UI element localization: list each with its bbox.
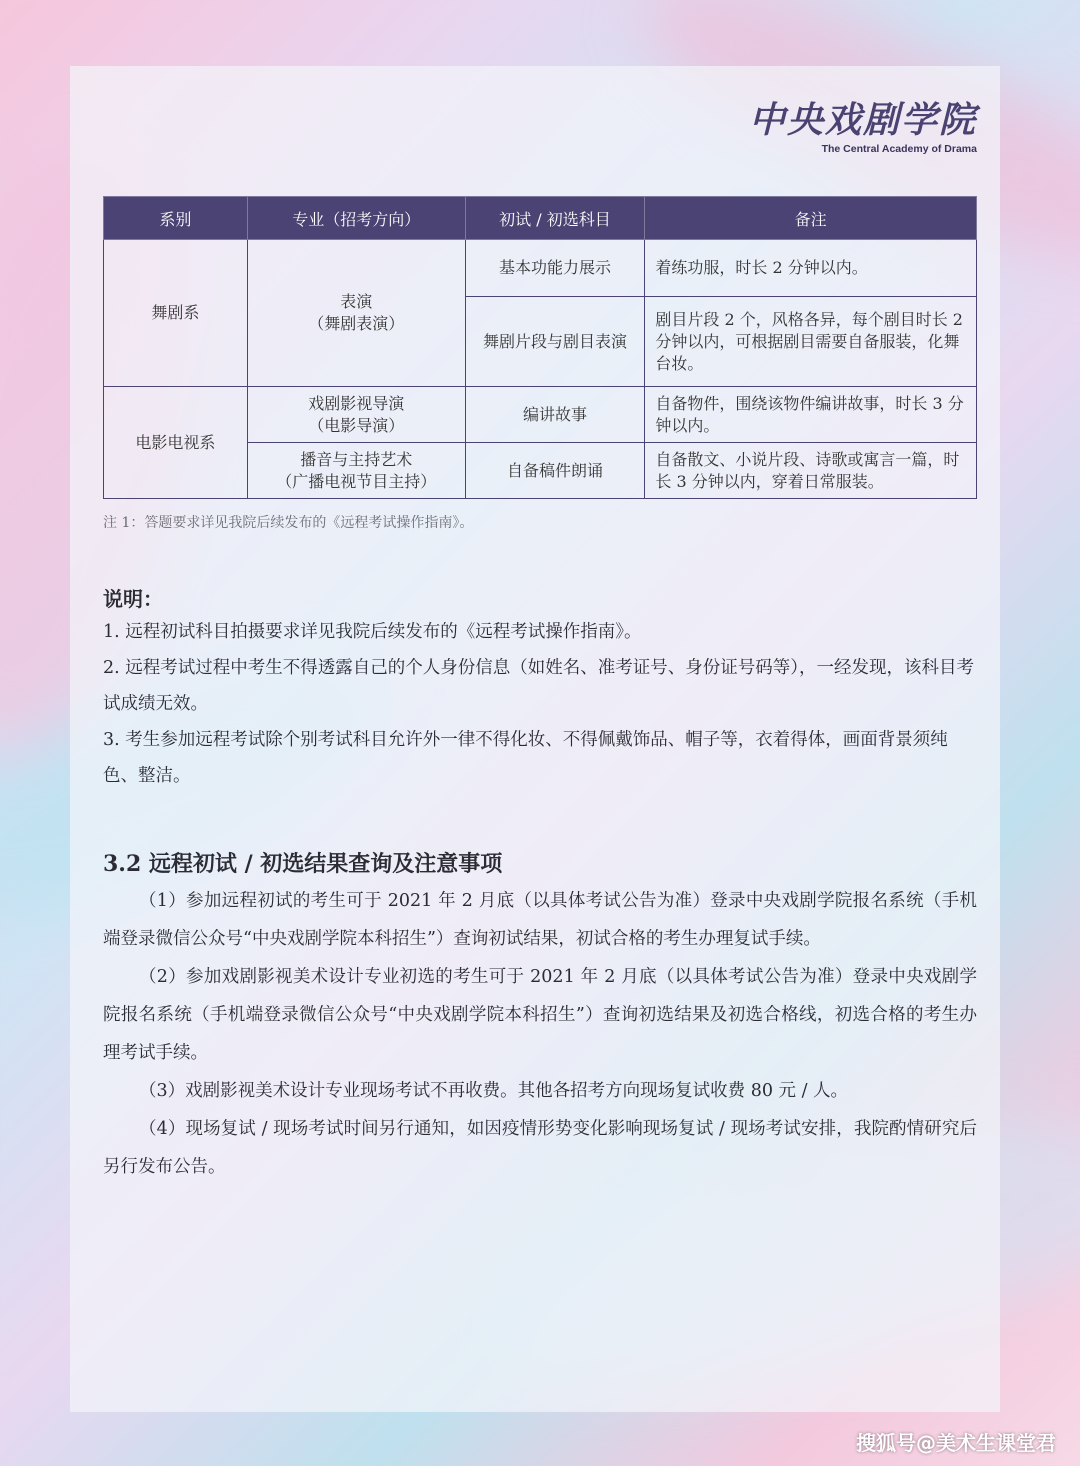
cell-major: 播音与主持艺术 （广播电视节目主持） xyxy=(247,443,465,499)
table-row xyxy=(104,387,977,443)
section-paragraph: （2）参加戏剧影视美术设计专业初选的考生可于 2021 年 2 月底（以具体考试公告为准）登录中央戏剧学院报名系统（手机端登录微信公众号“中央戏剧学院本科招生”）查询初选结果及初选合格线，初选合格的考生办理考试手续。 xyxy=(103,967,977,1063)
section-paragraph: （3）戏剧影视美术设计专业现场考试不再收费。其他各招考方向现场复试收费 80 元 / 人。 xyxy=(139,1081,849,1101)
cell-major: 表演 （舞剧表演） xyxy=(247,240,465,387)
explanation-item: 3. 考生参加远程考试除个别考试科目允许外一律不得化妆、不得佩戴饰品、帽子等，衣着得体，画面背景须纯色、整洁。 xyxy=(103,730,948,786)
explanation-block xyxy=(103,584,977,794)
header-department: 系别 xyxy=(104,197,248,240)
cell-note: 自备物件，围绕该物件编讲故事，时长 3 分钟以内。 xyxy=(645,387,977,443)
logo-english-name: The Central Academy of Drama xyxy=(821,143,977,155)
cell-subject: 自备稿件朗诵 xyxy=(465,443,645,499)
cell-subject: 基本功能力展示 xyxy=(465,240,645,297)
academy-logo xyxy=(749,92,977,155)
explanation-item: 2. 远程考试过程中考生不得透露自己的个人身份信息（如姓名、准考证号、身份证号码等），一经发现，该科目考试成绩无效。 xyxy=(103,658,975,714)
cell-subject: 编讲故事 xyxy=(465,387,645,443)
section-paragraph: （1）参加远程初试的考生可于 2021 年 2 月底（以具体考试公告为准）登录中央戏剧学院报名系统（手机端登录微信公众号“中央戏剧学院本科招生”）查询初试结果，初试合格的考生办理复试手续。 xyxy=(103,891,977,949)
header-major: 专业（招考方向） xyxy=(247,197,465,240)
cell-note: 着练功服，时长 2 分钟以内。 xyxy=(645,240,977,297)
cell-department: 舞剧系 xyxy=(104,240,248,387)
cell-department: 电影电视系 xyxy=(104,387,248,499)
header-subject: 初试 / 初选科目 xyxy=(465,197,645,240)
cell-subject: 舞剧片段与剧目表演 xyxy=(465,297,645,387)
table-row xyxy=(104,240,977,297)
explanation-title: 说明： xyxy=(103,587,163,611)
section-3-2 xyxy=(103,846,977,1186)
table-footnote: 注 1：答题要求详见我院后续发布的《远程考试操作指南》。 xyxy=(103,515,474,531)
table-header-row xyxy=(104,197,977,240)
header-note: 备注 xyxy=(645,197,977,240)
explanation-item: 1. 远程初试科目拍摄要求详见我院后续发布的《远程考试操作指南》。 xyxy=(103,622,642,642)
section-title: 3.2 远程初试 / 初选结果查询及注意事项 xyxy=(103,851,503,877)
source-watermark: 搜狐号@美术生课堂君 xyxy=(856,1431,1056,1455)
section-paragraph: （4）现场复试 / 现场考试时间另行通知，如因疫情形势变化影响现场复试 / 现场考试安排，我院酌情研究后另行发布公告。 xyxy=(103,1119,977,1177)
cell-note: 剧目片段 2 个，风格各异，每个剧目时长 2 分钟以内，可根据剧目需要自备服装，化舞台妆。 xyxy=(645,297,977,387)
exam-subjects-table xyxy=(103,196,977,499)
cell-major: 戏剧影视导演 （电影导演） xyxy=(247,387,465,443)
cell-note: 自备散文、小说片段、诗歌或寓言一篇，时长 3 分钟以内，穿着日常服装。 xyxy=(645,443,977,499)
logo-chinese-name: 中央戏剧学院 xyxy=(748,99,977,141)
